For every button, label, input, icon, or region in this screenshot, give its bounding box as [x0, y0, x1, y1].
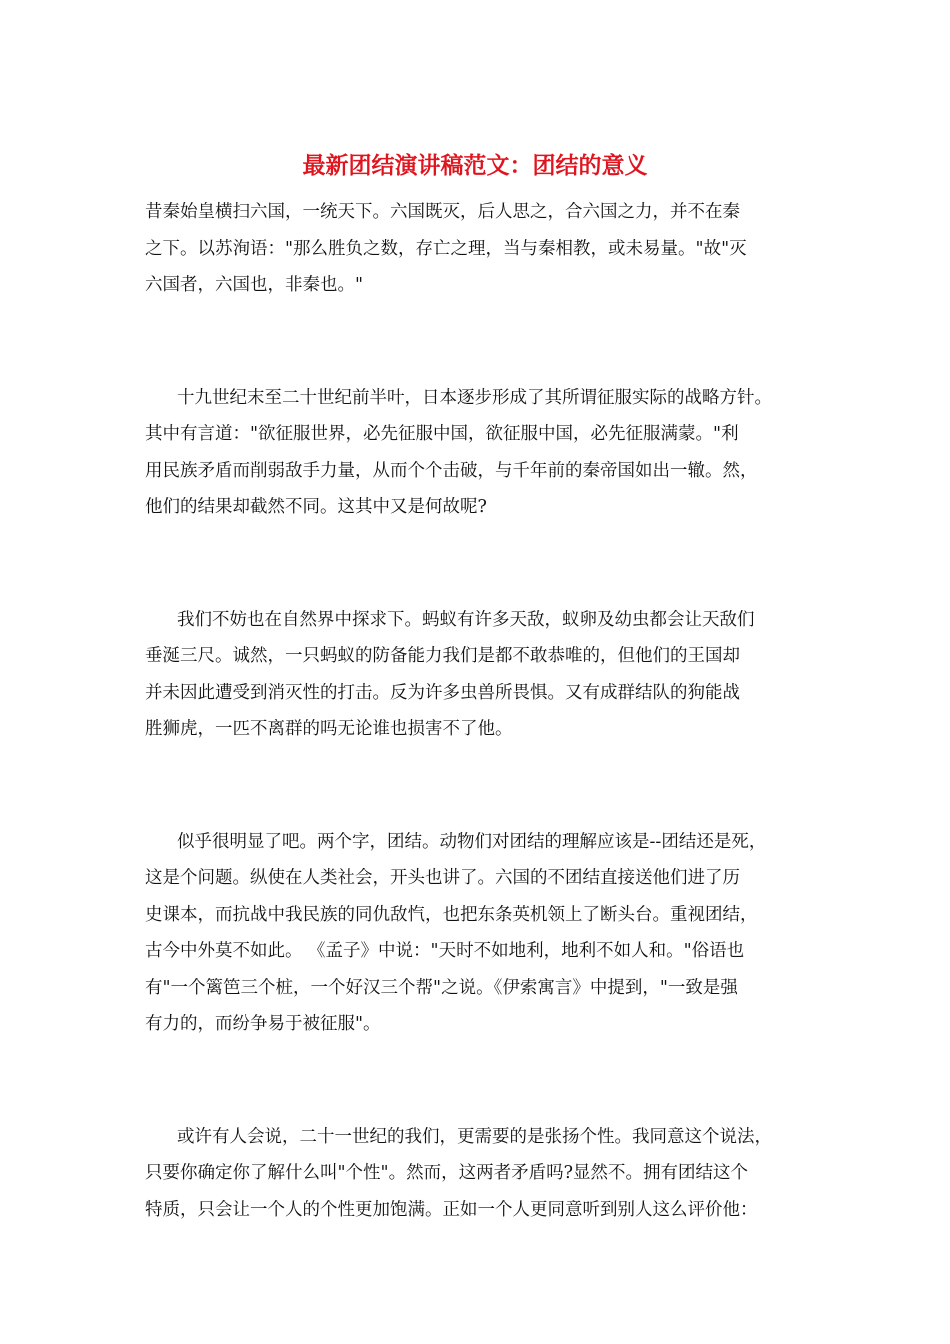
paragraph-line: 之下。以苏洵语："那么胜负之数，存亡之理，当与秦相教，或未易量。"故"灭: [145, 238, 747, 259]
paragraph-line: 他们的结果却截然不同。这其中又是何故呢?: [145, 497, 487, 517]
paragraph-line: 有"一个篱笆三个桩，一个好汉三个帮"之说。《伊索寓言》中提到，"一致是强: [145, 977, 738, 998]
paragraph-line: 特质，只会让一个人的个性更加饱满。正如一个人更同意听到别人这么评价他：: [145, 1199, 758, 1220]
paragraph-spacer: [145, 1043, 815, 1119]
paragraph-3: [145, 602, 815, 748]
paragraph-1: [145, 194, 815, 304]
paragraph-line: 昔秦始皇横扫六国，一统天下。六国既灭，后人思之，合六国之力，并不在秦: [145, 202, 740, 222]
paragraph-line: 垂涎三尺。诚然，一只蚂蚁的防备能力我们是都不敢恭唯的，但他们的王国却: [145, 646, 740, 666]
paragraph-line: 并未因此遭受到消灭性的打击。反为许多虫兽所畏惧。又有成群结队的狗能战: [145, 682, 740, 703]
document-title: 最新团结演讲稿范文：团结的意义: [302, 152, 648, 179]
paragraph-spacer: [145, 526, 815, 602]
paragraph-line: 或许有人会说，二十一世纪的我们，更需要的是张扬个性。我同意这个说法，: [177, 1126, 772, 1147]
paragraph-line: 古今中外莫不如此。 《孟子》中说："天时不如地利，地利不如人和。"俗语也: [145, 941, 745, 961]
paragraph-line: 用民族矛盾而削弱敌手力量，从而个个击破，与千年前的秦帝国如出一辙。然，: [145, 460, 758, 481]
paragraph-spacer: [145, 748, 815, 824]
paragraph-line: 这是个问题。纵使在人类社会，开头也讲了。六国的不团结直接送他们进了历: [145, 868, 740, 888]
paragraph-line: 其中有言道："欲征服世界，必先征服中国，欲征服中国，必先征服满蒙。"利: [145, 424, 739, 444]
paragraph-line: 只要你确定你了解什么叫"个性"。然而，这两者矛盾吗?显然不。拥有团结这个: [145, 1163, 748, 1183]
paragraph-2: [145, 380, 815, 526]
paragraph-line: 六国者，六国也，非秦也。": [145, 275, 364, 295]
paragraph-line: 十九世纪末至二十世纪前半叶，日本逐步形成了其所谓征服实际的战略方针。: [177, 387, 772, 408]
paragraph-line: 有力的，而纷争易于被征服"。: [145, 1014, 381, 1034]
document-body: [145, 194, 815, 1228]
paragraph-5: [145, 1119, 815, 1229]
paragraph-line: 似乎很明显了吧。两个字，团结。动物们对团结的理解应该是--团结还是死，: [177, 831, 767, 852]
paragraph-4: [145, 824, 815, 1043]
paragraph-line: 我们不妨也在自然界中探求下。蚂蚁有许多天敌，蚁卵及幼虫都会让天敌们: [177, 609, 755, 630]
paragraph-line: 史课本，而抗战中我民族的同仇敌忾，也把东条英机领上了断头台。重视团结，: [145, 904, 758, 925]
paragraph-spacer: [145, 304, 815, 380]
paragraph-line: 胜狮虎，一匹不离群的吗无论谁也损害不了他。: [145, 719, 513, 739]
